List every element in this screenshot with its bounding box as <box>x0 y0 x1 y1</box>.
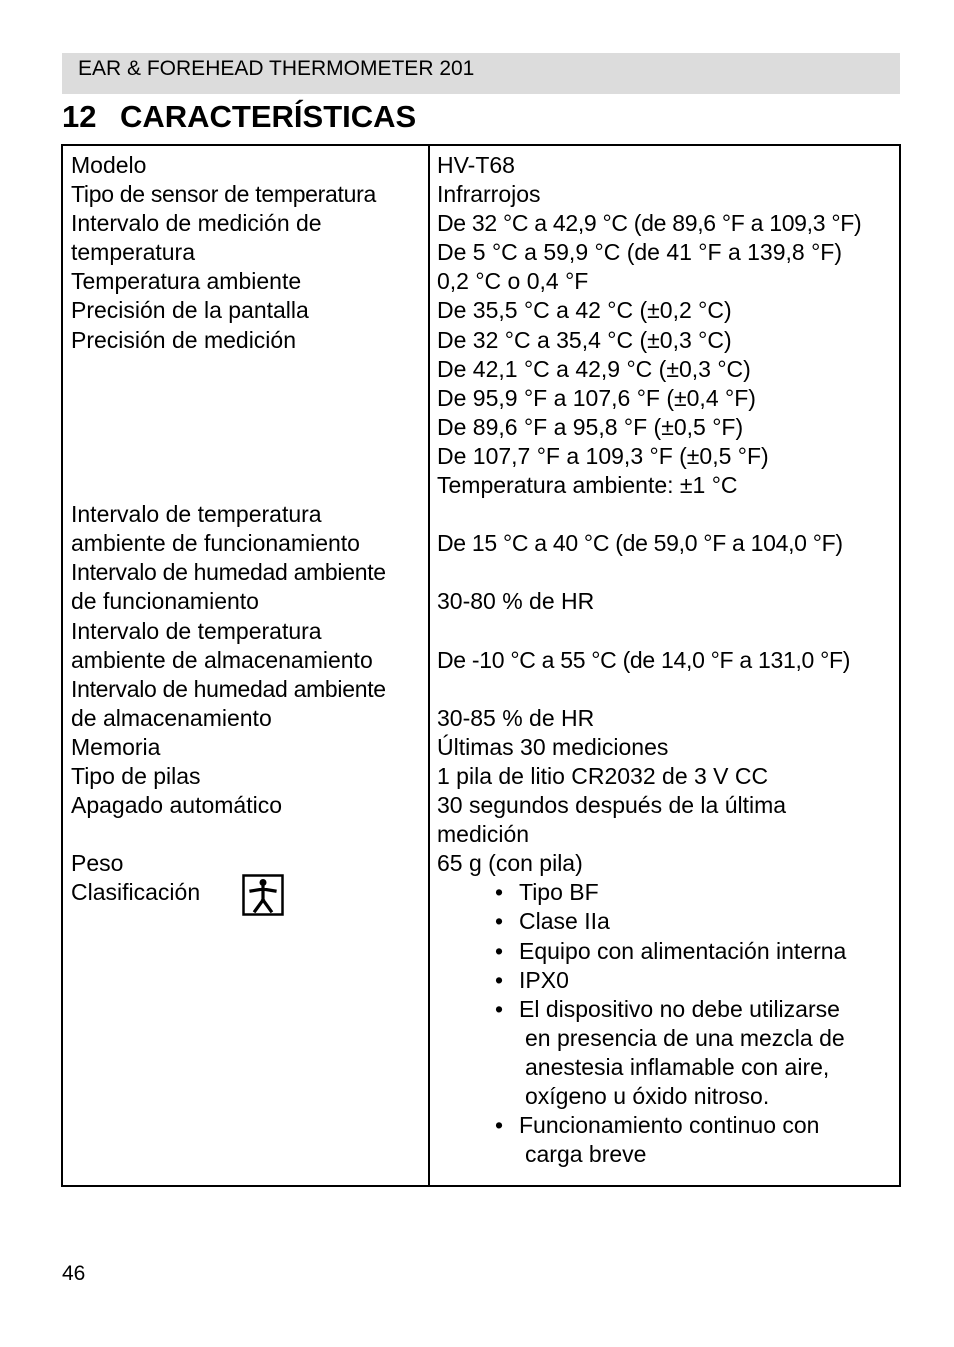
label-measuring-precision: Precisión de medición <box>71 326 297 353</box>
classification-item-6-line-2: carga breve <box>525 1141 647 1168</box>
label-sensor-type: Tipo de sensor de temperatura <box>71 181 376 208</box>
label-storage-humidity-line-1: Intervalo de humedad ambiente <box>71 675 386 702</box>
label-measuring-range-line-2: temperatura <box>71 239 196 266</box>
value-measuring-range: De 32 °C a 42,9 °C (de 89,6 °F a 109,3 °F) <box>437 210 862 237</box>
classification-item-1 <box>437 878 861 907</box>
classification-item-5-line-3: anestesia inflamable con aire, <box>525 1053 830 1080</box>
classification-item-text: El dispositivo no debe utilizarse <box>519 995 840 1022</box>
label-classification: Clasificación <box>71 879 201 906</box>
header-bar <box>62 53 900 94</box>
label-storage-temperature-line-2: ambiente de almacenamiento <box>71 646 373 673</box>
value-precision-7: Temperatura ambiente: ±1 °C <box>437 472 738 499</box>
classification-item-text: Funcionamiento continuo con <box>519 1112 820 1139</box>
value-sensor-type: Infrarrojos <box>437 181 541 208</box>
classification-item-text: Equipo con alimentación interna <box>519 937 847 964</box>
value-display-precision: 0,2 °C o 0,4 °F <box>437 268 589 295</box>
spec-table <box>61 144 901 1187</box>
classification-item-5-line-2: en presencia de una mezcla de <box>525 1024 845 1051</box>
value-precision-2: De 32 °C a 35,4 °C (±0,3 °C) <box>437 326 732 353</box>
column-divider <box>428 146 430 1185</box>
bullet: • <box>495 1112 504 1139</box>
classification-item-5-line-4: oxígeno u óxido nitroso. <box>525 1083 770 1109</box>
label-operating-temperature-line-2: ambiente de funcionamiento <box>71 530 360 557</box>
bullet: • <box>495 937 504 964</box>
bullet: • <box>495 995 504 1022</box>
value-precision-3: De 42,1 °C a 42,9 °C (±0,3 °C) <box>437 355 751 382</box>
type-bf-applied-part-icon <box>242 874 284 916</box>
value-measuring-range-ambient: De 5 °C a 59,9 °C (de 41 °F a 139,8 °F) <box>437 239 842 266</box>
label-model: Modelo <box>71 152 147 178</box>
label-memory: Memoria <box>71 733 161 760</box>
value-auto-off-line-1: 30 segundos después de la última <box>437 792 787 819</box>
classification-item-4 <box>437 966 861 995</box>
value-precision-6: De 107,7 °F a 109,3 °F (±0,5 °F) <box>437 442 769 469</box>
value-weight: 65 g (con pila) <box>437 850 583 877</box>
classification-item-5 <box>437 995 861 1024</box>
value-storage-humidity: 30-85 % de HR <box>437 704 595 731</box>
section-number: 12 <box>62 99 97 134</box>
spec-labels-column <box>71 151 386 907</box>
classification-item-3 <box>437 937 861 966</box>
value-model: HV-T68 <box>437 152 515 178</box>
value-precision-5: De 89,6 °F a 95,8 °F (±0,5 °F) <box>437 413 744 440</box>
label-storage-humidity-line-2: de almacenamiento <box>71 704 272 731</box>
classification-item-text: IPX0 <box>519 966 569 993</box>
label-operating-humidity-line-1: Intervalo de humedad ambiente <box>71 559 386 586</box>
label-auto-off: Apagado automático <box>71 792 282 819</box>
label-battery-type: Tipo de pilas <box>71 762 201 789</box>
classification-item-6 <box>437 1111 861 1140</box>
spec-values-column <box>437 151 861 1169</box>
label-operating-humidity-line-2: de funcionamiento <box>71 588 259 615</box>
classification-item-text: Tipo BF <box>519 879 599 906</box>
value-operating-humidity: 30-80 % de HR <box>437 588 595 615</box>
value-auto-off-line-2: medición <box>437 821 530 848</box>
section-title: CARACTERÍSTICAS <box>120 99 417 134</box>
product-name: EAR & FOREHEAD THERMOMETER 201 <box>78 57 475 80</box>
value-memory: Últimas 30 mediciones <box>437 733 669 760</box>
label-weight: Peso <box>71 850 124 877</box>
label-display-precision: Precisión de la pantalla <box>71 297 309 324</box>
classification-item-text: Clase IIa <box>519 908 610 935</box>
bullet: • <box>495 879 504 906</box>
bullet: • <box>495 966 504 993</box>
page-title <box>62 99 416 135</box>
label-ambient-temperature: Temperatura ambiente <box>71 268 302 295</box>
bullet: • <box>495 908 504 935</box>
page-number: 46 <box>62 1262 86 1285</box>
value-precision-1: De 35,5 °C a 42 °C (±0,2 °C) <box>437 297 732 324</box>
value-operating-temperature: De 15 °C a 40 °C (de 59,0 °F a 104,0 °F) <box>437 530 843 557</box>
value-battery-type: 1 pila de litio CR2032 de 3 V CC <box>437 762 769 789</box>
label-storage-temperature-line-1: Intervalo de temperatura <box>71 617 322 644</box>
value-precision-4: De 95,9 °F a 107,6 °F (±0,4 °F) <box>437 384 756 411</box>
classification-item-2 <box>437 907 861 936</box>
value-storage-temperature: De -10 °C a 55 °C (de 14,0 °F a 131,0 °F) <box>437 646 851 673</box>
label-measuring-range-line-1: Intervalo de medición de <box>71 210 322 237</box>
label-operating-temperature-line-1: Intervalo de temperatura <box>71 501 322 528</box>
